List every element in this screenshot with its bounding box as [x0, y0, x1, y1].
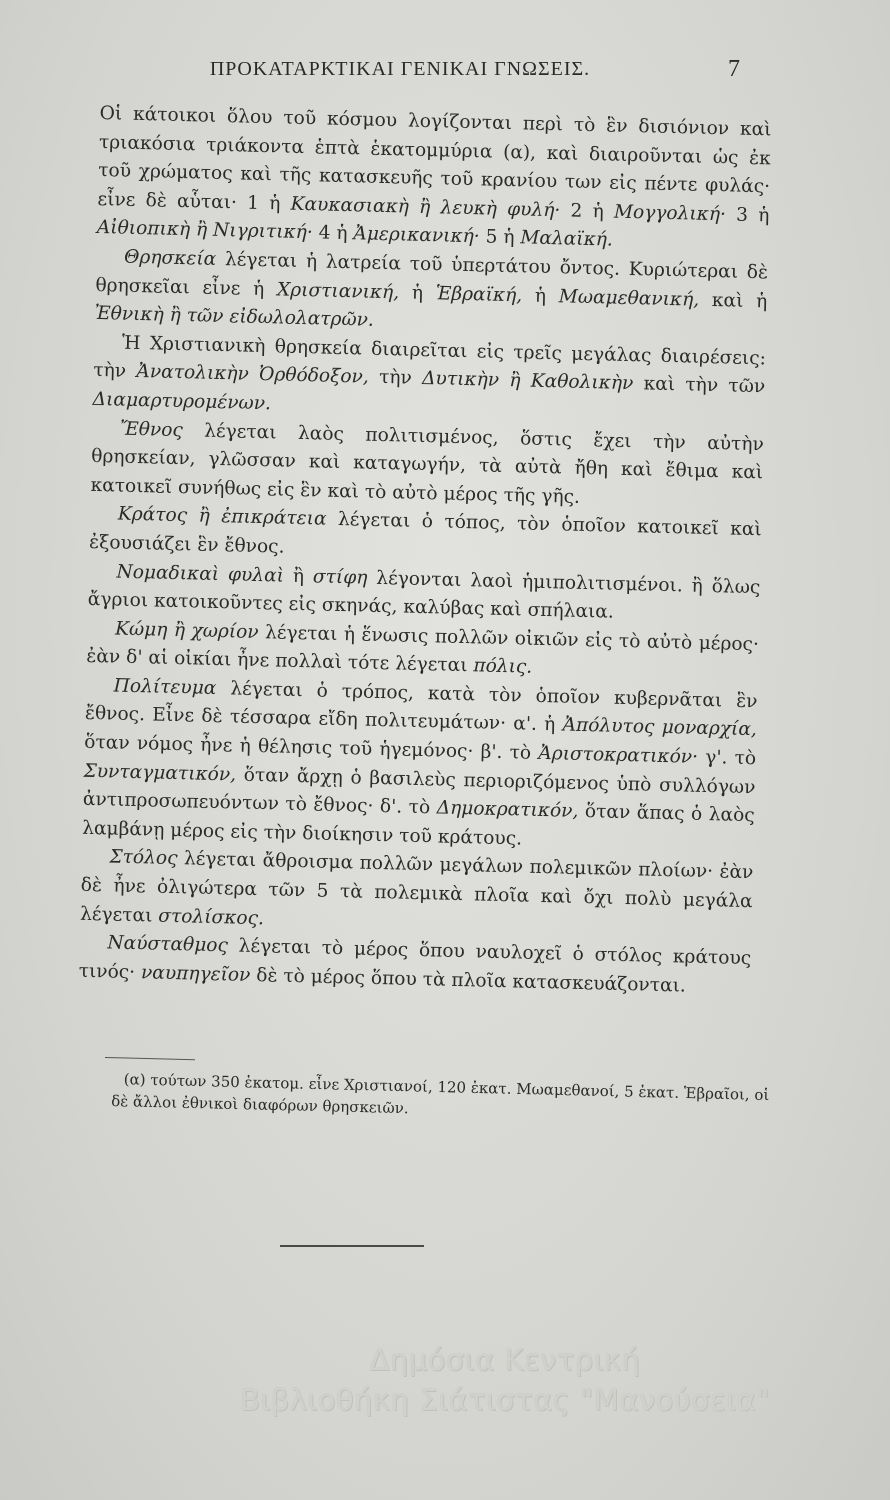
paragraph-religion: Θρησκεία λέγεται ἡ λατρεία τοῦ ὑπερτάτου ὄντος. Κυριώτεραι δὲ θρησκεῖαι εἶνε ἡ Χριστιανική, ἡ Ἑβραϊκή, ἡ Μωαμεθανική, καὶ ἡ Ἐθνικὴ ἢ τῶν εἰδωλολατρῶν.	[94, 246, 769, 331]
paragraph-naval-base: Ναύσταθμος λέγεται τὸ μέρος ὅπου ναυλοχεῖ ὁ στόλος κράτους τινός· ναυπηγεῖον δὲ τὸ μέρος ὅπου τὰ πλοῖα κατασκευάζονται.	[78, 932, 752, 997]
watermark-line-2: Βιβλιοθήκη Σιάτιστας "Μανούσεια"	[240, 1383, 770, 1417]
paragraph-polity: Πολίτευμα λέγεται ὁ τρόπος, κατὰ τὸν ὁποῖον κυβερνᾶται ἓν ἔθνος. Εἶνε δὲ τέσσαρα εἴδη πολιτευμάτων· α'. ἡ Ἀπόλυτος μοναρχία, ὅταν νόμος ἦνε ἡ θέλησις τοῦ ἡγεμόνος· β'. τὸ Ἀριστοκρατικόν· γ'. τὸ Συνταγματικόν, ὅταν ἄρχῃ ὁ βασιλεὺς περιοριζόμενος ὑπὸ συλλόγων ἀντιπροσωπευόντων τὸ ἔθνος· δ'. τὸ Δημοκρατικόν, ὅταν ἅπας ὁ λαὸς λαμβάνῃ μέρος εἰς τὴν διοίκησιν τοῦ κράτους.	[81, 675, 758, 850]
page-number: 7	[728, 56, 740, 82]
library-watermark	[160, 1340, 850, 1420]
page-header	[0, 58, 890, 88]
paragraph-fleet: Στόλος λέγεται ἄθροισμα πολλῶν μεγάλων πολεμικῶν πλοίων· ἐὰν δὲ ἦνε ὀλιγώτερα τῶν 5 τὰ πολεμικὰ πλοῖα καὶ ὄχι πολὺ μεγάλα λέγεται στολίσκος.	[79, 846, 754, 929]
paragraph-christianity: Ἡ Χριστιανικὴ θρησκεία διαιρεῖται εἰς τρεῖς μεγάλας διαιρέσεις: τὴν Ἀνατολικὴν Ὀρθόδοξον, τὴν Δυτικὴν ἢ Καθολικὴν καὶ τὴν τῶν Διαμαρτυρομένων.	[92, 332, 767, 415]
footnote-divider	[105, 1057, 195, 1060]
end-rule	[280, 1245, 424, 1247]
footnote-text: (α) τούτων 350 ἑκατομ. εἶνε Χριστιανοί, 120 ἑκατ. Μωαμεθανοί, 5 ἑκατ. Ἑβραῖοι, οἱ δὲ ἄλλοι ἐθνικοὶ διαφόρων θρησκειῶν.	[110, 1070, 770, 1118]
paragraph-state: Κράτος ἢ ἐπικράτεια λέγεται ὁ τόπος, τὸν ὁποῖον κατοικεῖ καὶ ἐξουσιάζει ἓν ἔθνος.	[88, 503, 762, 558]
footnote	[111, 1068, 772, 1128]
paragraph-races: Οἱ κάτοικοι ὅλου τοῦ κόσμου λογίζονται περὶ τὸ ἓν δισιόνιον καὶ τριακόσια τριάκοντα ἑπτὰ ἑκατομμύρια (α), καὶ διαιροῦνται ὡς ἐκ τοῦ χρώματος καὶ τῆς κατασκευῆς τοῦ κρανίου των εἰς πέντε φυλάς· εἶνε δὲ αὗται· 1 ἡ Καυκασιακὴ ἢ λευκὴ φυλή· 2 ἡ Μογγολική· 3 ἡ Αἰθιοπικὴ ἢ Νιγριτική· 4 ἡ Ἀμερικανική· 5 ἡ Μαλαϊκή.	[96, 102, 772, 251]
watermark-line-1: Δημόσια Κεντρική	[369, 1343, 641, 1377]
running-head: ΠΡΟΚΑΤΑΡΚΤΙΚΑΙ ΓΕΝΙΚΑΙ ΓΝΩΣΕΙΣ.	[209, 58, 591, 80]
paragraph-village: Κώμη ἢ χωρίον λέγεται ἡ ἕνωσις πολλῶν οἰκιῶν εἰς τὸ αὐτὸ μέρος· ἐὰν δ' αἱ οἰκίαι ἦνε πολλαὶ τότε λέγεται πόλις.	[86, 618, 760, 679]
paragraph-nation: Ἔθνος λέγεται λαὸς πολιτισμένος, ὅστις ἔχει τὴν αὐτὴν θρησκείαν, γλῶσσαν καὶ καταγωγήν, τὰ αὐτὰ ἤθη καὶ ἔθιμα καὶ κατοικεῖ συνήθως εἰς ἓν καὶ τὸ αὐτὸ μέρος τῆς γῆς.	[90, 418, 765, 508]
page-body	[78, 100, 771, 1003]
paragraph-nomads: Νομαδικαὶ φυλαὶ ἢ στίφη λέγονται λαοὶ ἡμιπολιτισμένοι. ἢ ὅλως ἄγριοι κατοικοῦντες εἰς σκηνάς, καλύβας καὶ σπήλαια.	[87, 561, 761, 623]
